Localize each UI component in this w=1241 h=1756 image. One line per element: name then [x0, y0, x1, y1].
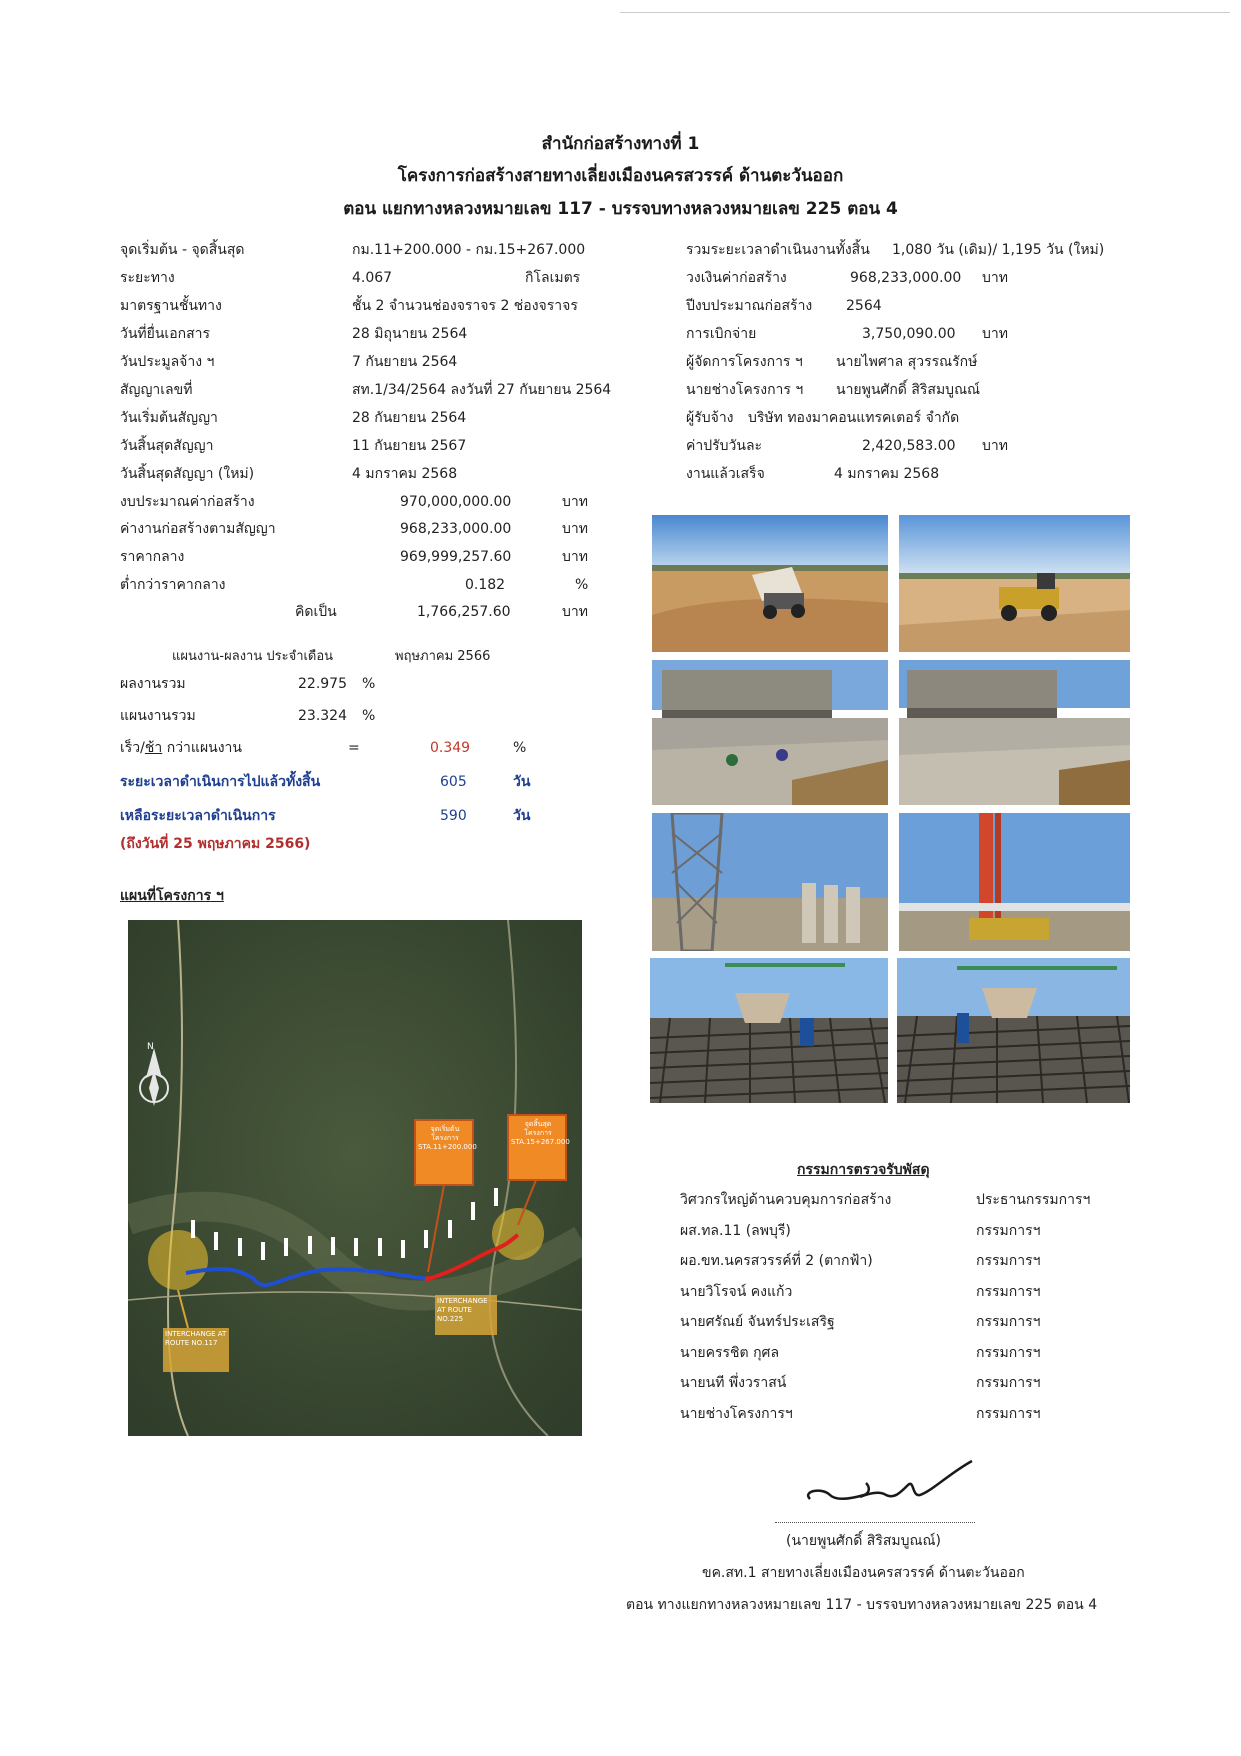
site-photo-concrete-box-1 [652, 660, 888, 805]
header-office: สำนักก่อสร้างทางที่ 1 [541, 134, 700, 154]
committee-title: กรรมการตรวจรับพัสดุ [797, 1162, 930, 1178]
top-rule [620, 12, 1230, 13]
site-photo-pile-driver-2 [899, 813, 1130, 951]
signature-line [775, 1522, 975, 1523]
project-map [128, 920, 582, 1436]
signer-position: ขค.สท.1 สายทางเลี่ยงเมืองนครสวรรค์ ด้านตะวันออก [702, 1565, 1025, 1581]
north-label: N [147, 1042, 154, 1052]
progress-title: แผนงาน-ผลงาน ประจำเดือน [172, 649, 334, 664]
speed-value: 0.349 [430, 740, 471, 756]
site-photo-rebar-1 [650, 958, 888, 1103]
as-of-date: (ถึงวันที่ 25 พฤษภาคม 2566) [120, 836, 311, 852]
progress-month: พฤษภาคม 2566 [395, 649, 491, 664]
map-ic-left-label: INTERCHANGE AT ROUTE NO.117 [165, 1330, 227, 1347]
map-start-label: จุดเริ่มต้นโครงการ STA.11+200.000 [418, 1125, 477, 1151]
site-photo-dump-truck [652, 515, 888, 652]
map-end-label: จุดสิ้นสุดโครงการ STA.15+267.000 [511, 1120, 570, 1146]
header-project: โครงการก่อสร้างสายทางเลี่ยงเมืองนครสวรรค์ ด้านตะวันออก [397, 166, 844, 186]
site-photo-rebar-2 [897, 958, 1130, 1103]
map-ic-right-label: INTERCHANGE AT ROUTE NO.225 [437, 1297, 488, 1323]
map-title: แผนที่โครงการ ฯ [120, 888, 224, 904]
site-photo-grader [899, 515, 1130, 652]
speed-label: เร็ว/ช้า กว่าแผนงาน [120, 740, 242, 756]
header-section: ตอน แยกทางหลวงหมายเลข 117 - บรรจบทางหลวงหมายเลข 225 ตอน 4 [343, 199, 898, 219]
signature-mark [800, 1455, 980, 1517]
signer-section: ตอน ทางแยกทางหลวงหมายเลข 117 - บรรจบทางหลวงหมายเลข 225 ตอน 4 [626, 1597, 1098, 1613]
site-photo-concrete-box-2 [899, 660, 1130, 805]
site-photo-pile-driver-1 [652, 813, 888, 951]
signer-name: (นายพูนศักดิ์ สิริสมบูณณ์) [786, 1533, 941, 1549]
